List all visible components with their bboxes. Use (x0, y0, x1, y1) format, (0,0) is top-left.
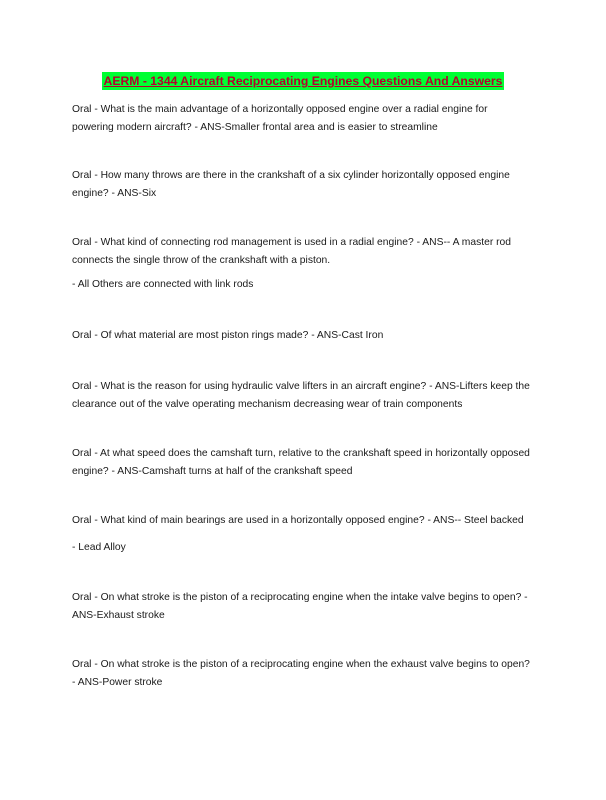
document-title: AERM - 1344 Aircraft Reciprocating Engines Questions And Answers (103, 74, 503, 88)
qa-item-1: Oral - What is the main advantage of a horizontally opposed engine over a radial engine for powering modern aircraft? - ANS-Smaller frontal area and is easier to streamline (72, 104, 488, 133)
title-container (0, 72, 606, 90)
qa-item-6: Oral - At what speed does the camshaft turn, relative to the crankshaft speed in horizontally opposed engine? - ANS-Camshaft turns at half of the crankshaft speed (72, 448, 530, 477)
qa-item-8: Oral - On what stroke is the piston of a reciprocating engine when the intake valve begins to open? - ANS-Exhaust stroke (72, 592, 528, 621)
qa-item-5: Oral - What is the reason for using hydraulic valve lifters in an aircraft engine? - ANS-Lifters keep the clearance out of the valve operating mechanism decreasing wear of train components (72, 381, 530, 410)
qa-item-3-extra: - All Others are connected with link rods (72, 279, 254, 290)
qa-item-2: Oral - How many throws are there in the crankshaft of a six cylinder horizontally opposed engine engine? - ANS-Six (72, 170, 510, 199)
qa-item-3: Oral - What kind of connecting rod management is used in a radial engine? - ANS-- A master rod connects the single throw of the crankshaft with a piston. (72, 237, 511, 266)
qa-item-9: Oral - On what stroke is the piston of a reciprocating engine when the exhaust valve begins to open? - ANS-Power stroke (72, 659, 530, 688)
qa-item-7: Oral - What kind of main bearings are used in a horizontally opposed engine? - ANS-- Steel backed (72, 515, 524, 526)
qa-item-7-extra: - Lead Alloy (72, 542, 126, 553)
qa-item-4: Oral - Of what material are most piston rings made? - ANS-Cast Iron (72, 330, 384, 341)
